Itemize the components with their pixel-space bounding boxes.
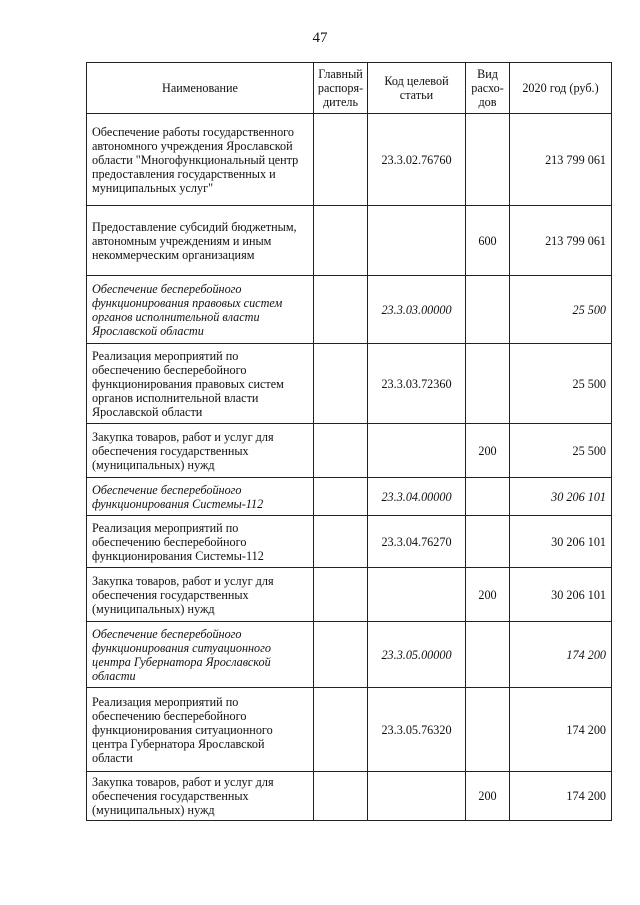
table-row: [87, 424, 612, 478]
row-type-cell: [466, 478, 510, 516]
row-name-cell: Закупка товаров, работ и услуг для обеспечения государственных (муниципальных) нужд: [87, 568, 314, 622]
row-name-cell: Обеспечение бесперебойного функционирования ситуационного центра Губернатора Ярославской области: [87, 622, 314, 688]
row-manager-cell: [314, 478, 368, 516]
page-number: 47: [312, 30, 328, 46]
row-code-cell: [368, 424, 466, 478]
row-name-cell: Предоставление субсидий бюджетным, автономным учреждениям и иным некоммерческим организациям: [87, 206, 314, 276]
row-type-cell: [466, 344, 510, 424]
row-amount-cell: 174 200: [510, 772, 612, 821]
table-row: [87, 568, 612, 622]
row-manager-cell: [314, 206, 368, 276]
row-name-cell: Реализация мероприятий по обеспечению бесперебойного функционирования правовых систем органов исполнительной власти Ярославской области: [87, 344, 314, 424]
budget-table: [86, 62, 612, 821]
row-manager-cell: [314, 622, 368, 688]
table-header-row: [87, 63, 612, 114]
table-row: [87, 206, 612, 276]
row-type-cell: 600: [466, 206, 510, 276]
row-manager-cell: [314, 344, 368, 424]
row-name-cell: Закупка товаров, работ и услуг для обеспечения государственных (муниципальных) нужд: [87, 424, 314, 478]
table-row: [87, 114, 612, 206]
table-row: [87, 772, 612, 821]
row-name-cell: Обеспечение работы государственного автономного учреждения Ярославской области "Многофункциональный центр предоставления государственных и муниципальных услуг": [87, 114, 314, 206]
row-amount-cell: 174 200: [510, 622, 612, 688]
table-row: [87, 276, 612, 344]
row-code-cell: [368, 772, 466, 821]
row-code-cell: 23.3.03.00000: [368, 276, 466, 344]
row-type-cell: 200: [466, 772, 510, 821]
row-name-cell: Реализация мероприятий по обеспечению бесперебойного функционирования Системы-112: [87, 516, 314, 568]
row-amount-cell: 25 500: [510, 424, 612, 478]
row-type-cell: [466, 114, 510, 206]
row-name-cell: Обеспечение бесперебойного функционирования правовых систем органов исполнительной власти Ярославской области: [87, 276, 314, 344]
row-name-cell: Обеспечение бесперебойного функционирования Системы-112: [87, 478, 314, 516]
row-code-cell: 23.3.02.76760: [368, 114, 466, 206]
row-manager-cell: [314, 424, 368, 478]
row-amount-cell: 174 200: [510, 688, 612, 772]
row-code-cell: 23.3.04.00000: [368, 478, 466, 516]
row-type-cell: 200: [466, 568, 510, 622]
row-amount-cell: 30 206 101: [510, 516, 612, 568]
row-name-cell: Закупка товаров, работ и услуг для обеспечения государственных (муниципальных) нужд: [87, 772, 314, 821]
row-code-cell: [368, 568, 466, 622]
header-type: Вид расхо-дов: [466, 63, 510, 114]
table-row: [87, 344, 612, 424]
header-manager: Главный распоря-дитель: [314, 63, 368, 114]
table-row: [87, 688, 612, 772]
row-manager-cell: [314, 688, 368, 772]
row-manager-cell: [314, 772, 368, 821]
row-type-cell: [466, 622, 510, 688]
row-type-cell: [466, 516, 510, 568]
row-code-cell: 23.3.05.00000: [368, 622, 466, 688]
row-amount-cell: 213 799 061: [510, 206, 612, 276]
row-amount-cell: 30 206 101: [510, 478, 612, 516]
row-code-cell: 23.3.03.72360: [368, 344, 466, 424]
table-row: [87, 622, 612, 688]
row-code-cell: 23.3.05.76320: [368, 688, 466, 772]
row-manager-cell: [314, 114, 368, 206]
row-type-cell: [466, 688, 510, 772]
row-amount-cell: 213 799 061: [510, 114, 612, 206]
row-manager-cell: [314, 568, 368, 622]
row-type-cell: [466, 276, 510, 344]
row-manager-cell: [314, 516, 368, 568]
header-amount: 2020 год (руб.): [510, 63, 612, 114]
row-code-cell: 23.3.04.76270: [368, 516, 466, 568]
header-name: Наименование: [87, 63, 314, 114]
row-code-cell: [368, 206, 466, 276]
row-amount-cell: 25 500: [510, 344, 612, 424]
row-amount-cell: 30 206 101: [510, 568, 612, 622]
row-manager-cell: [314, 276, 368, 344]
table-row: [87, 516, 612, 568]
table-body: [87, 114, 612, 821]
header-code: Код целевой статьи: [368, 63, 466, 114]
row-amount-cell: 25 500: [510, 276, 612, 344]
row-type-cell: 200: [466, 424, 510, 478]
row-name-cell: Реализация мероприятий по обеспечению бесперебойного функционирования ситуационного центра Губернатора Ярославской области: [87, 688, 314, 772]
table-row: [87, 478, 612, 516]
